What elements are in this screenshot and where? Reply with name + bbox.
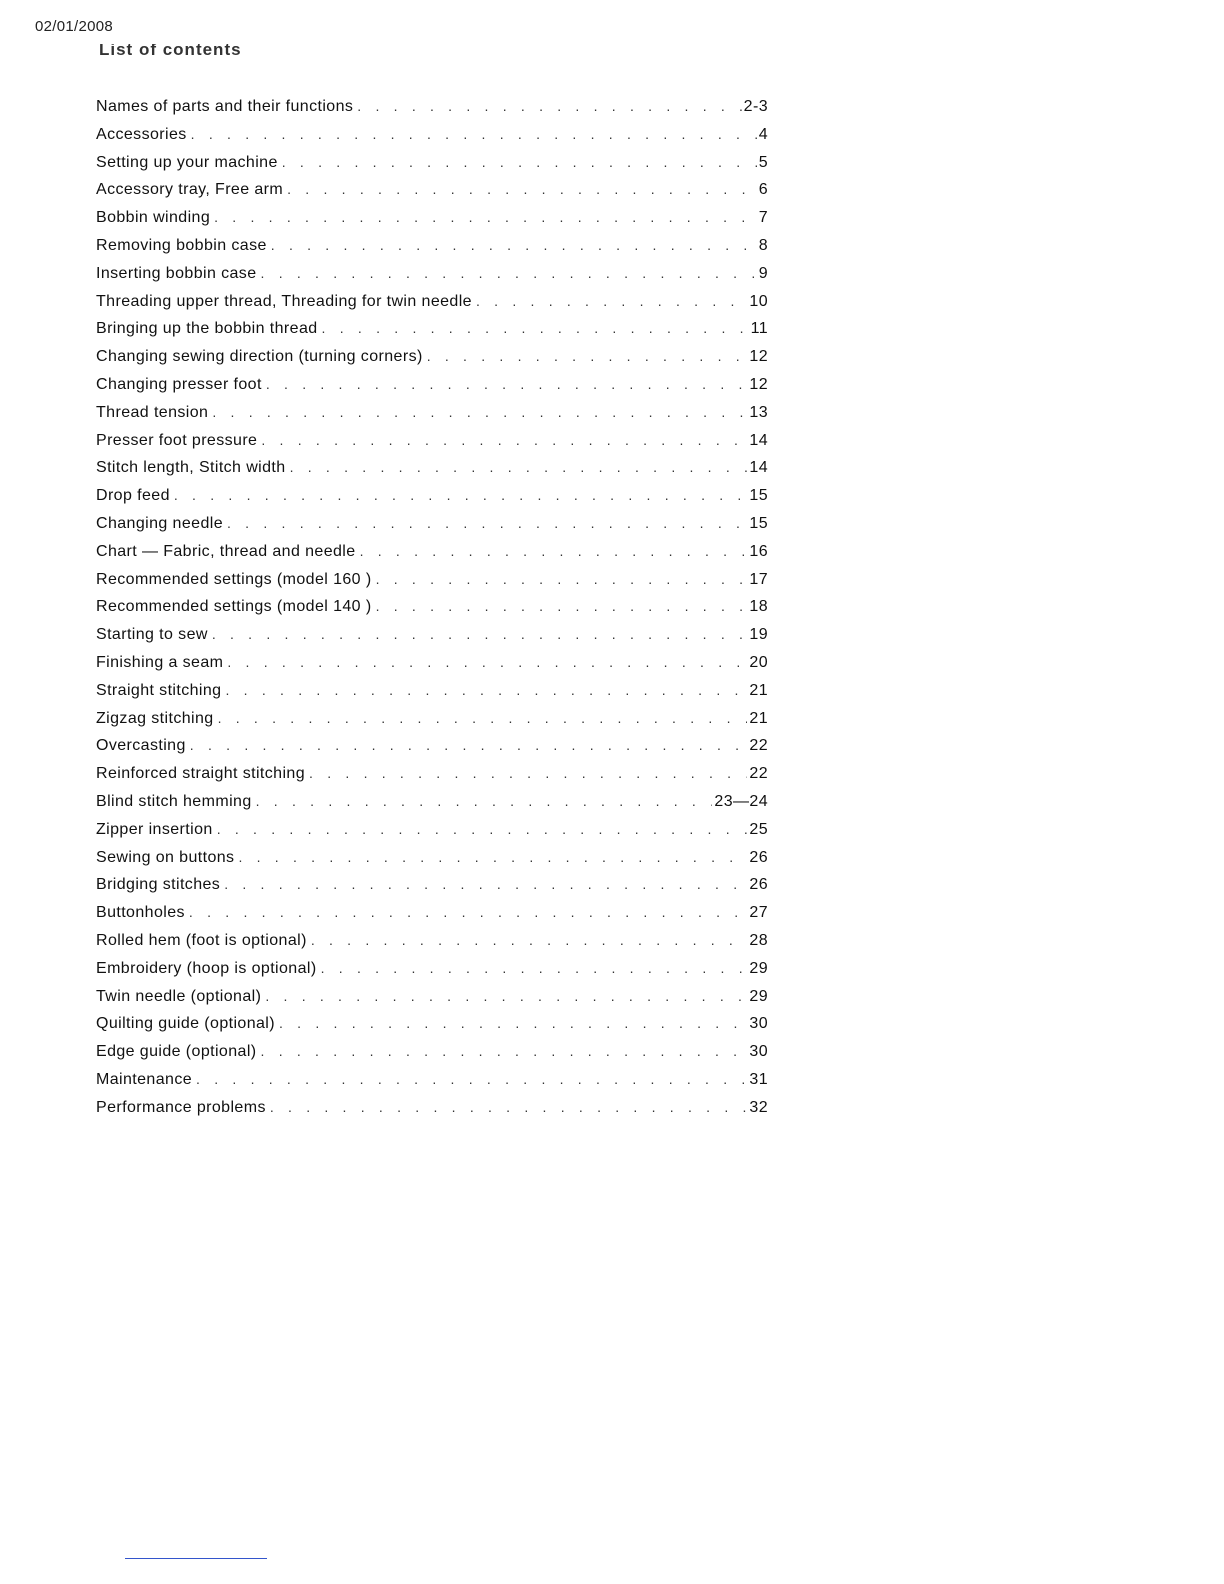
toc-dot-leader: [279, 1011, 747, 1035]
toc-entry-page-number: 27: [749, 904, 768, 922]
toc-entry-page-number: 9: [758, 264, 768, 282]
toc-entry-page-number: 4: [758, 125, 768, 143]
toc-dot-leader: [227, 511, 747, 535]
toc-entry-label: Threading upper thread, Threading for twin needle: [96, 292, 472, 310]
toc-entry-label: Thread tension: [96, 403, 209, 421]
toc-dot-leader: [360, 539, 748, 563]
toc-entry[interactable]: [96, 261, 768, 289]
toc-entry[interactable]: [96, 177, 768, 205]
toc-entry[interactable]: [96, 122, 768, 150]
toc-entry-label: Twin needle (optional): [96, 987, 262, 1005]
toc-entry-label: Buttonholes: [96, 904, 185, 922]
toc-entry-page-number: 25: [749, 820, 768, 838]
toc-entry-page-number: 30: [749, 1015, 768, 1033]
toc-dot-leader: [191, 122, 757, 146]
toc-entry-page-number: 26: [749, 876, 768, 894]
toc-entry-label: Removing bobbin case: [96, 236, 267, 254]
toc-entry[interactable]: [96, 733, 768, 761]
toc-entry-label: Presser foot pressure: [96, 431, 258, 449]
toc-entry-label: Zigzag stitching: [96, 709, 214, 727]
toc-entry-label: Rolled hem (foot is optional): [96, 931, 307, 949]
toc-entry[interactable]: [96, 372, 768, 400]
toc-entry-label: Accessories: [96, 125, 187, 143]
toc-dot-leader: [311, 928, 748, 952]
toc-entry-label: Blind stitch hemming: [96, 792, 252, 810]
toc-entry[interactable]: [96, 316, 768, 344]
toc-entry[interactable]: [96, 483, 768, 511]
toc-entry-label: Chart — Fabric, thread and needle: [96, 542, 356, 560]
toc-dot-leader: [476, 289, 747, 313]
toc-dot-leader: [376, 594, 748, 618]
toc-dot-leader: [427, 344, 748, 368]
toc-dot-leader: [261, 428, 747, 452]
toc-dot-leader: [218, 706, 748, 730]
toc-entry-label: Setting up your machine: [96, 153, 278, 171]
toc-entry-page-number: 15: [749, 514, 768, 532]
toc-entry[interactable]: [96, 706, 768, 734]
toc-dot-leader: [225, 678, 747, 702]
toc-dot-leader: [256, 789, 713, 813]
page-footer-link-underline[interactable]: [125, 1558, 267, 1559]
toc-dot-leader: [174, 483, 748, 507]
toc-entry-page-number: 6: [758, 181, 768, 199]
toc-entry[interactable]: [96, 94, 768, 122]
toc-entry-label: Accessory tray, Free arm: [96, 181, 284, 199]
toc-dot-leader: [212, 400, 747, 424]
toc-entry-label: Reinforced straight stitching: [96, 765, 306, 783]
toc-dot-leader: [261, 261, 757, 285]
toc-entry-label: Zipper insertion: [96, 820, 213, 838]
print-date: 02/01/2008: [35, 18, 114, 35]
toc-entry-label: Quilting guide (optional): [96, 1015, 275, 1033]
toc-entry[interactable]: [96, 1095, 768, 1123]
toc-entry-label: Starting to sew: [96, 626, 208, 644]
toc-dot-leader: [322, 316, 749, 340]
toc-entry[interactable]: [96, 344, 768, 372]
toc-entry[interactable]: [96, 150, 768, 178]
toc-dot-leader: [271, 233, 757, 257]
toc-entry[interactable]: [96, 650, 768, 678]
toc-dot-leader: [270, 1095, 748, 1119]
toc-entry[interactable]: [96, 205, 768, 233]
toc-entry-label: Stitch length, Stitch width: [96, 459, 286, 477]
toc-entry[interactable]: [96, 789, 768, 817]
toc-entry-label: Names of parts and their functions: [96, 98, 354, 115]
toc-entry[interactable]: [96, 817, 768, 845]
toc-entry-label: Finishing a seam: [96, 653, 224, 671]
toc-entry[interactable]: [96, 761, 768, 789]
toc-entry-page-number: 15: [749, 487, 768, 505]
toc-entry-page-number: 18: [749, 598, 768, 616]
toc-entry-label: Embroidery (hoop is optional): [96, 959, 317, 977]
toc-dot-leader: [261, 1039, 748, 1063]
contents-heading-cropped: [99, 44, 244, 60]
toc-entry[interactable]: [96, 594, 768, 622]
toc-entry-page-number: 21: [749, 709, 768, 727]
toc-entry-page-number: 28: [749, 931, 768, 949]
toc-dot-leader: [321, 956, 748, 980]
toc-entry[interactable]: [96, 428, 768, 456]
toc-entry-label: Maintenance: [96, 1070, 193, 1088]
toc-entry-page-number: 32: [749, 1098, 768, 1116]
toc-entry-page-number: 2-3: [743, 98, 768, 115]
toc-entry-label: Inserting bobbin case: [96, 264, 257, 282]
toc-entry[interactable]: [96, 1011, 768, 1039]
toc-entry-page-number: 17: [749, 570, 768, 588]
toc-entry-label: Edge guide (optional): [96, 1043, 257, 1061]
toc-entry-label: Overcasting: [96, 737, 186, 755]
toc-entry[interactable]: [96, 956, 768, 984]
toc-entry-page-number: 31: [749, 1070, 768, 1088]
toc-dot-leader: [287, 177, 757, 201]
toc-entry[interactable]: [96, 289, 768, 317]
toc-entry-page-number: 14: [749, 459, 768, 477]
toc-entry[interactable]: [96, 678, 768, 706]
table-of-contents: [96, 94, 768, 1122]
toc-entry-page-number: 20: [749, 653, 768, 671]
toc-entry[interactable]: [96, 872, 768, 900]
toc-entry[interactable]: [96, 511, 768, 539]
toc-dot-leader: [214, 205, 757, 229]
toc-entry-page-number: 13: [749, 403, 768, 421]
toc-entry[interactable]: [96, 400, 768, 428]
toc-entry[interactable]: [96, 233, 768, 261]
toc-entry-page-number: 7: [758, 209, 768, 227]
toc-dot-leader: [217, 817, 748, 841]
toc-entry[interactable]: [96, 622, 768, 650]
toc-entry-label: Recommended settings (model 160 ): [96, 570, 372, 588]
toc-dot-leader: [376, 567, 748, 591]
toc-entry-page-number: 12: [749, 348, 768, 366]
toc-dot-leader: [224, 872, 747, 896]
toc-entry[interactable]: [96, 845, 768, 873]
toc-entry-page-number: 23—24: [714, 792, 768, 810]
toc-entry[interactable]: [96, 984, 768, 1012]
toc-entry[interactable]: [96, 539, 768, 567]
toc-entry[interactable]: [96, 928, 768, 956]
toc-dot-leader: [189, 900, 747, 924]
toc-entry-label: Sewing on buttons: [96, 848, 235, 866]
toc-entry-page-number: 19: [749, 626, 768, 644]
toc-dot-leader: [196, 1067, 747, 1091]
contents-heading-text: List of contents: [99, 44, 242, 59]
toc-entry-page-number: 30: [749, 1043, 768, 1061]
toc-entry[interactable]: [96, 1039, 768, 1067]
toc-entry-page-number: 22: [749, 765, 768, 783]
toc-entry-page-number: 10: [749, 292, 768, 310]
toc-entry-label: Changing presser foot: [96, 375, 262, 393]
toc-entry-page-number: 26: [749, 848, 768, 866]
toc-entry-page-number: 12: [749, 375, 768, 393]
toc-entry-label: Changing sewing direction (turning corners): [96, 348, 423, 366]
toc-entry[interactable]: [96, 900, 768, 928]
toc-entry[interactable]: [96, 567, 768, 595]
toc-entry-label: Straight stitching: [96, 681, 222, 699]
toc-entry-label: Changing needle: [96, 514, 223, 532]
toc-dot-leader: [227, 650, 747, 674]
toc-entry-page-number: 22: [749, 737, 768, 755]
toc-dot-leader: [238, 845, 747, 869]
toc-entry-page-number: 11: [750, 320, 768, 338]
toc-entry-label: Drop feed: [96, 487, 170, 505]
toc-entry-page-number: 5: [758, 153, 768, 171]
toc-dot-leader: [282, 150, 757, 174]
toc-entry-label: Bobbin winding: [96, 209, 211, 227]
toc-entry-label: Performance problems: [96, 1098, 266, 1116]
toc-entry[interactable]: [96, 455, 768, 483]
toc-dot-leader: [266, 372, 748, 396]
toc-dot-leader: [290, 455, 748, 479]
toc-entry-page-number: 21: [749, 681, 768, 699]
toc-entry-page-number: 8: [758, 236, 768, 254]
toc-entry-page-number: 14: [749, 431, 768, 449]
toc-entry-page-number: 29: [749, 987, 768, 1005]
toc-dot-leader: [212, 622, 748, 646]
toc-dot-leader: [190, 733, 748, 757]
toc-entry-page-number: 16: [749, 542, 768, 560]
toc-entry-page-number: 29: [749, 959, 768, 977]
toc-entry[interactable]: [96, 1067, 768, 1095]
toc-entry-label: Bringing up the bobbin thread: [96, 320, 318, 338]
toc-dot-leader: [265, 984, 747, 1008]
toc-dot-leader: [309, 761, 747, 785]
toc-entry-label: Recommended settings (model 140 ): [96, 598, 372, 616]
toc-dot-leader: [357, 94, 741, 118]
toc-entry-label: Bridging stitches: [96, 876, 221, 894]
